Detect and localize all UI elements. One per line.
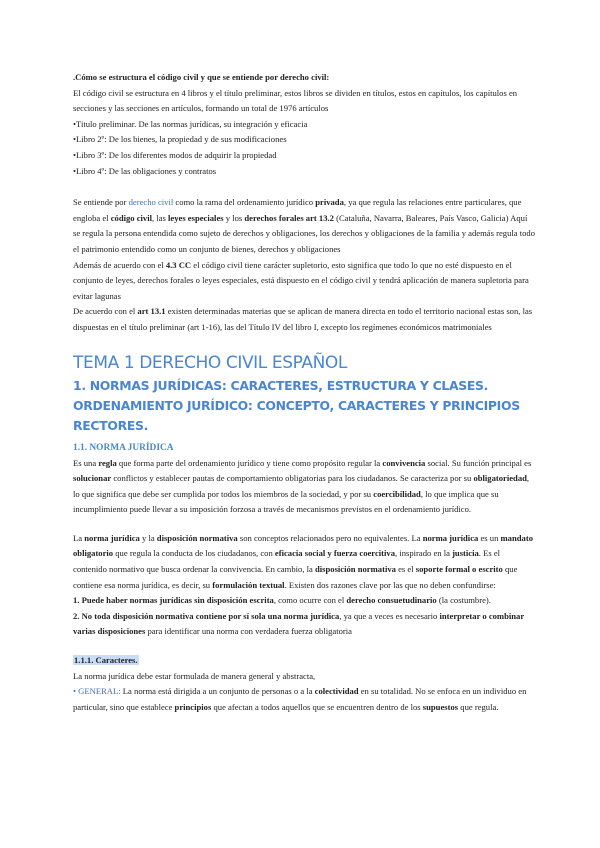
term-bold: disposición normativa [314, 564, 396, 575]
text: social. Su función principal es [425, 457, 532, 468]
text: y la [139, 532, 157, 543]
term-bold: obligatoriedad [473, 473, 527, 484]
norma-vs-disposicion-paragraph [73, 531, 535, 593]
text: Además de acuerdo con el [73, 259, 166, 270]
term-bold: art 13.1 [137, 306, 166, 317]
supletorio-paragraph [73, 258, 535, 305]
text: en su totalidad. No se enfoca en un individuo en particular, sino que establece [73, 686, 527, 712]
term-bold: derechos forales art 13.2 [244, 212, 334, 223]
text: La [73, 532, 85, 543]
term-derecho-civil: derecho civil [128, 197, 174, 208]
term-bold: solucionar [73, 473, 112, 484]
text: (la costumbre). [436, 595, 491, 606]
text: , lo que significa que debe ser cumplida por todos los miembros de la sociedad, y por su [73, 473, 530, 499]
structure-paragraph: El código civil se estructura en 4 libros y el título preliminar, estos libros se dividen en títulos, estos en capítulos, los capítulos en secciones y las secciones en artículos, formando un total de 1976 artículos [73, 87, 518, 114]
text: De acuerdo con el [73, 306, 138, 317]
term-bold: disposición normativa [156, 532, 238, 543]
general-label: • GENERAL: [73, 686, 121, 697]
subsection-title: 1.1. NORMA JURÍDICA [73, 442, 174, 453]
text: . Existen dos razones clave por las que no deben confundirse: [284, 579, 496, 590]
question-heading: .Cómo se estructura el código civil y que se entiende por derecho civil: [73, 72, 330, 82]
norma-juridica-paragraph [73, 456, 535, 518]
text: , las [152, 212, 168, 223]
text: existen determinadas materias que se aplican de manera directa en todo el territorio nacional estas son, las dispuestas en el título preliminar (art 1-16), las del Título IV del libro I, excepto los regímenes económicos matrimoniales [73, 306, 533, 332]
term-bold: código civil [110, 212, 152, 223]
term-bold: colectividad [314, 686, 359, 697]
book-item: •Libro 4º: De las obligaciones y contratos [73, 165, 217, 176]
art-13-1-paragraph [73, 304, 535, 335]
term-bold: norma jurídica [422, 532, 479, 543]
text: . Es el contenido normativo que busca ordenar la convivencia. En cambio, la [73, 548, 501, 575]
term-bold: supuestos [422, 701, 459, 712]
text: , ya que a veces es necesario [339, 610, 440, 621]
document-content [73, 70, 535, 715]
term-bold: principios [174, 701, 212, 712]
section-title: 1. NORMAS JURÍDICAS: CARACTERES, ESTRUCTURA Y CLASES. ORDENAMIENTO JURÍDICO: CONCEPTO, CARACTERES Y PRINCIPIOS RECTORES. [73, 377, 520, 433]
text: el código civil tiene carácter supletorio, esto significa que todo lo que no esté dispuesto en el conjunto de leyes, derechos forales o leyes especiales, está dispuesto en el código civil y tendrá aplicación de manera supletoria para evitar lagunas [73, 259, 529, 301]
term-bold: 2. No toda disposición normativa contiene por sí sola una norma jurídica [73, 610, 340, 621]
term-bold: leyes especiales [168, 212, 224, 223]
reason-item [73, 593, 535, 609]
term-bold: norma jurídica [84, 532, 140, 543]
text: conflictos y establecer pautas de comportamiento obligatorias para los ciudadanos. Se caracteriza por su [111, 473, 474, 484]
text: es el [395, 564, 416, 575]
term-bold: convivencia [382, 457, 426, 468]
term-bold: soporte formal o escrito [415, 564, 503, 575]
text: Se entiende por [73, 197, 129, 208]
term-bold: regla [98, 457, 117, 468]
term-bold: privada [315, 197, 344, 208]
text: , lo que implica que su incumplimiento puede llevar a su imposición forzosa a través de mecanismos previstos en el ordenamiento jurídico. [73, 488, 499, 515]
text: , inspirado en la [395, 548, 453, 559]
highlighted-heading: 1.1.1. Caracteres. [74, 655, 138, 666]
book-item: •Titulo preliminar. De las normas jurídicas, su integración y eficacia [73, 118, 308, 129]
text: que afectan a todos aquellos que se encuentren dentro de los [211, 701, 423, 712]
text: , ya que regula las relaciones entre particulares, que engloba el [73, 197, 522, 223]
caracteres-intro: La norma jurídica debe estar formulada de manera general y abstracta, [73, 670, 316, 681]
term-bold: derecho consuetudinario [346, 595, 437, 606]
term-bold: coercibilidad [373, 488, 421, 499]
text: Es una [73, 457, 99, 468]
text: que contiene esa norma jurídica, es decir, su [73, 564, 518, 590]
text: y los [223, 212, 245, 223]
term-bold: interpretar o combinar varias disposiciones [73, 610, 524, 637]
caracteres-heading [73, 653, 535, 669]
general-item [73, 684, 535, 715]
civil-law-definition-paragraph [73, 195, 535, 257]
text: , como ocurre con el [273, 595, 347, 606]
text: es un [478, 532, 501, 543]
text: (Cataluña, Navarra, Baleares, País Vasco, Galicia) Aquí se regula la persona entendida como sujeto de derechos y obligaciones, los derechos y obligaciones de la familia y además regula todo el patrimonio entendido como un conjunto de bienes, derechos y obligaciones [73, 212, 535, 254]
term-bold: 1. Puede haber normas jurídicas sin disposición escrita [73, 595, 274, 606]
text: son conceptos relacionados pero no equivalentes. La [237, 532, 423, 543]
term-bold: eficacia social y fuerza coercitiva [274, 548, 396, 559]
term-bold: formulación textual [212, 579, 285, 590]
tema-title: TEMA 1 DERECHO CIVIL ESPAÑOL [73, 352, 347, 373]
text: que forma parte del ordenamiento jurídico y tiene como propósito regular la [116, 457, 383, 468]
book-item: •Libro 3º: De los diferentes modos de adquirir la propiedad [73, 149, 277, 160]
term-bold: 4.3 CC [165, 259, 192, 270]
term-bold: justicia [452, 548, 479, 559]
text: como la rama del ordenamiento jurídico [173, 197, 316, 208]
text: que regula la conducta de los ciudadanos, con [113, 548, 275, 559]
reason-item [73, 609, 535, 640]
text: La norma está dirigida a un conjunto de personas o a la [120, 686, 315, 697]
term-bold: mandato obligatorio [73, 532, 533, 559]
text: que regula. [458, 701, 499, 712]
book-item: •Libro 2º: De los bienes, la propiedad y de sus modificaciones [73, 134, 287, 145]
text: para identificar una norma con verdadera fuerza obligatoria [145, 626, 352, 637]
